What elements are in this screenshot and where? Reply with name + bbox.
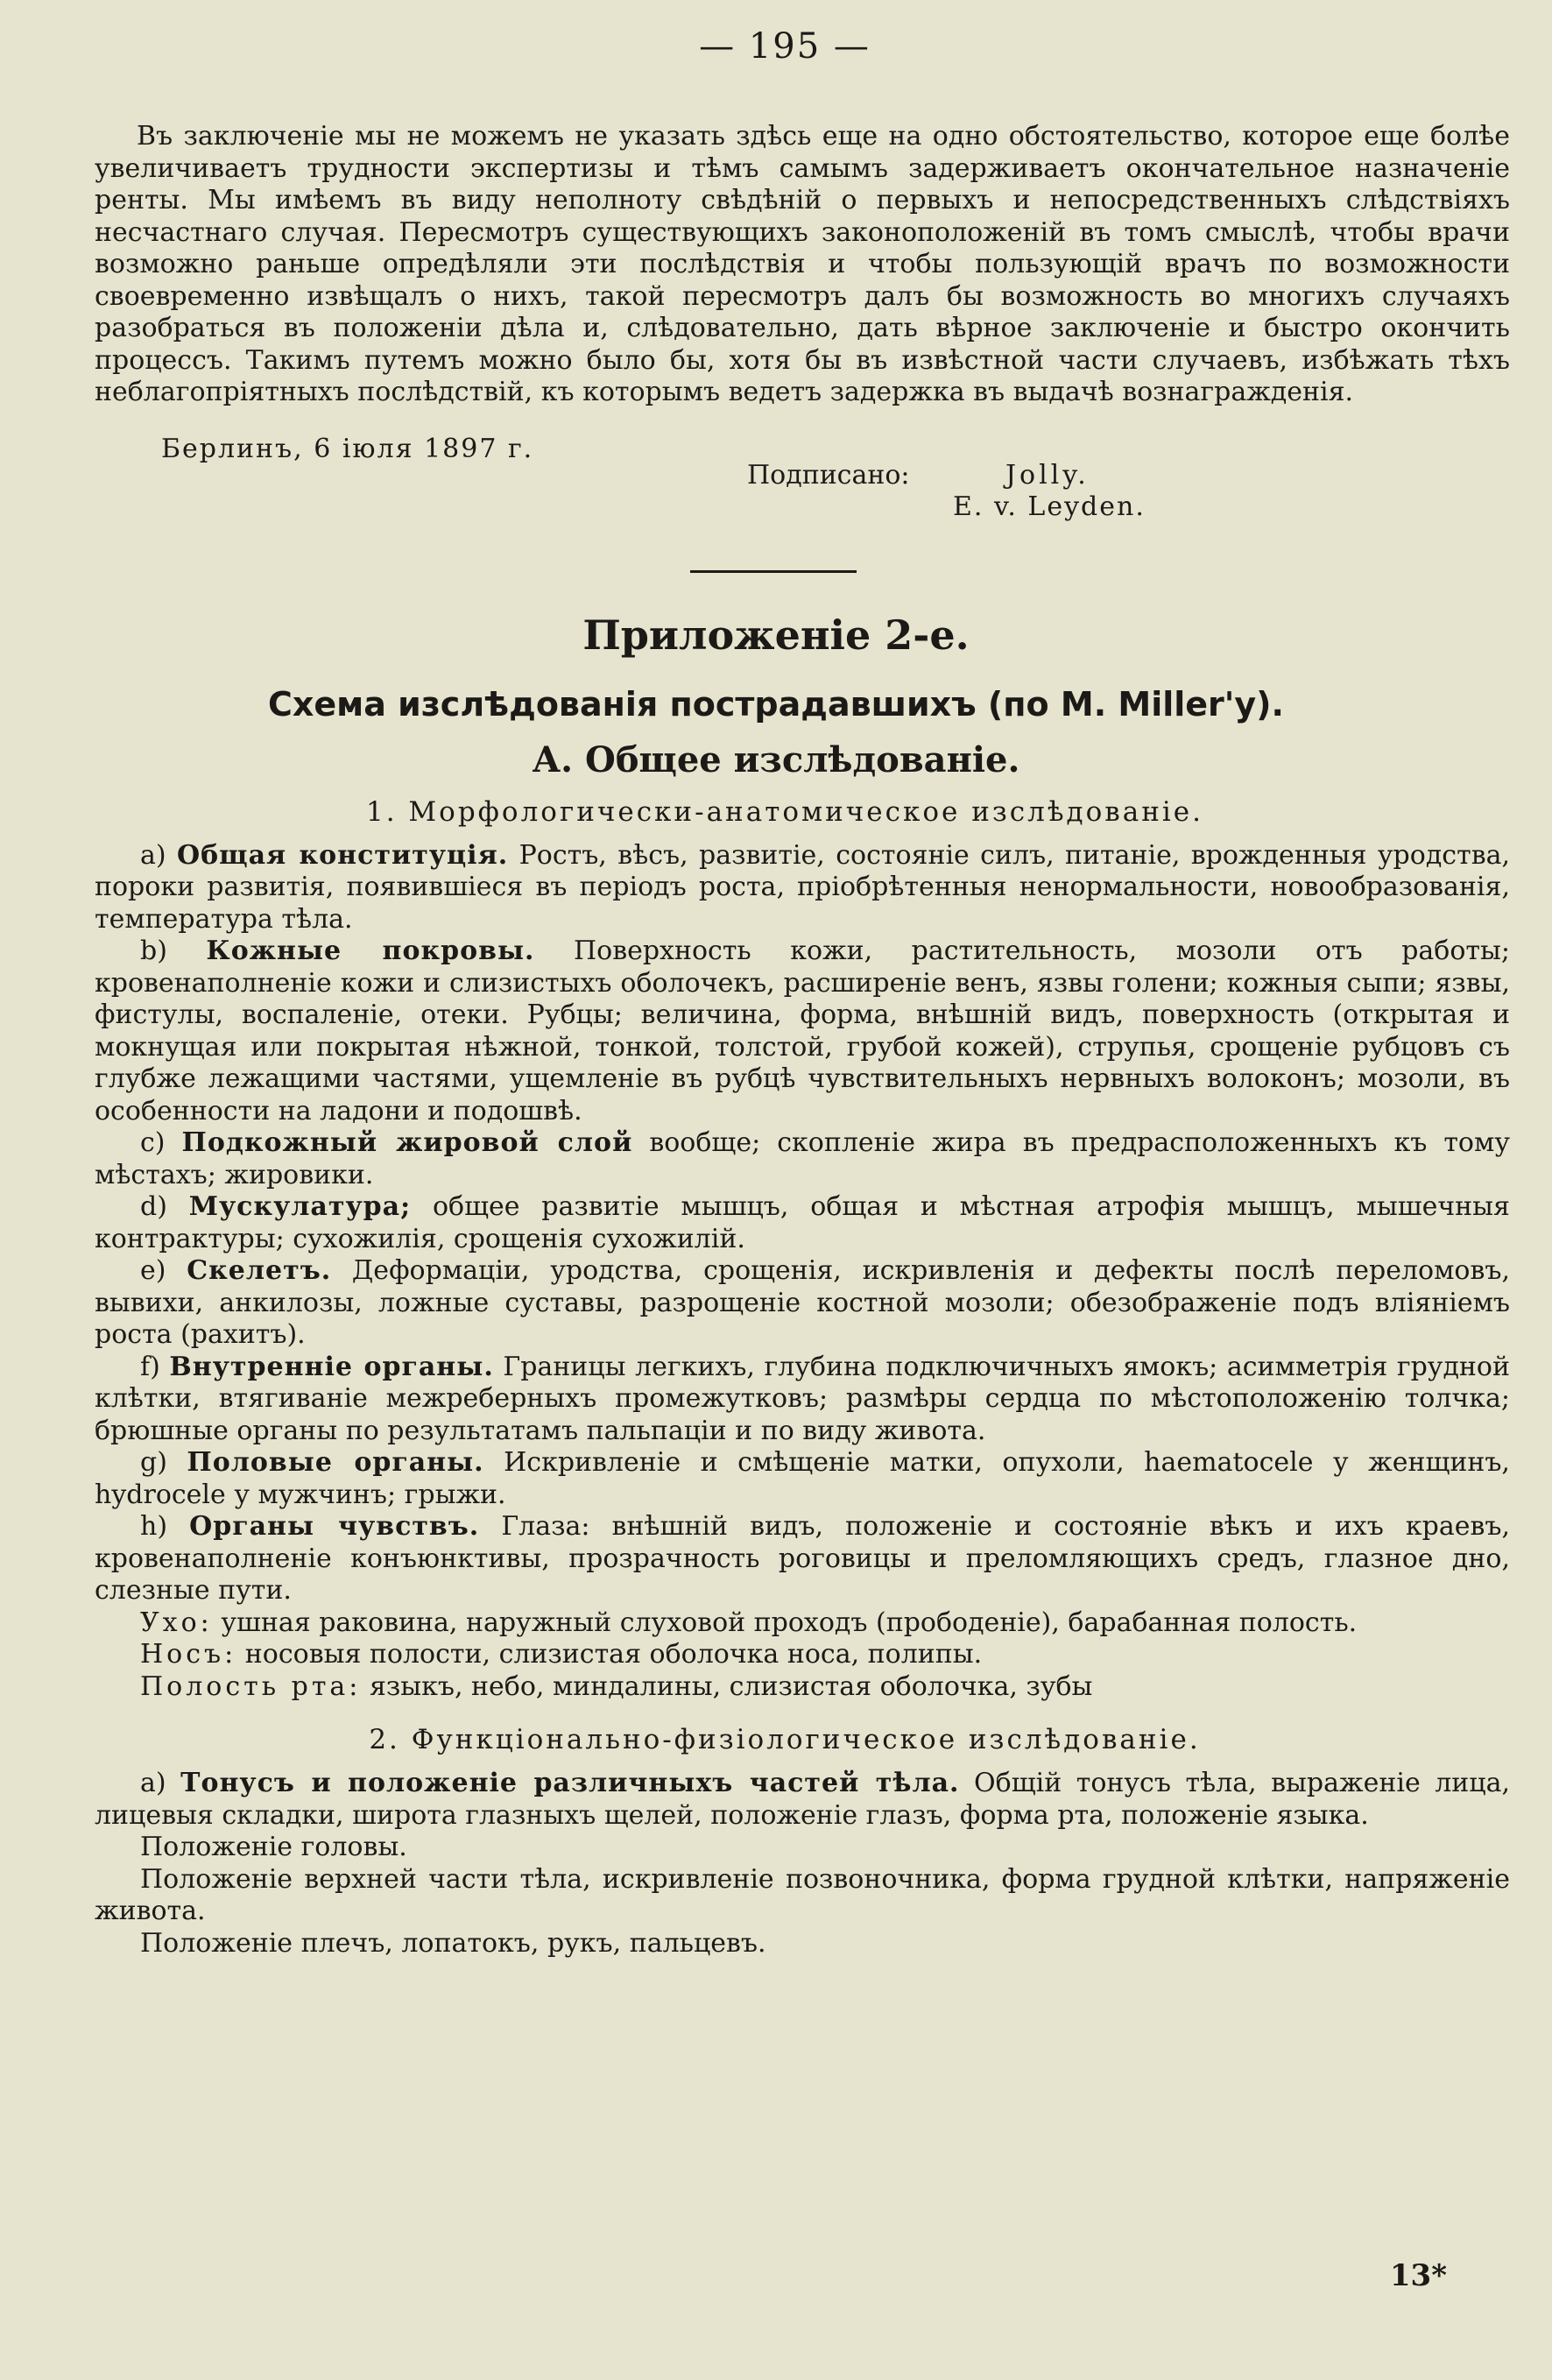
item-b: b) Кожные покровы. Поверхность кожи, растительность, мозоли отъ работы; кровенаполненіе кожи и слизистыхъ оболочекъ, расширеніе венъ, язвы голени; кожныя сыпи; язвы, фистулы, воспаленіе, отеки. Рубцы; величина, форма, внѣшній видъ, поверхность (открытая и мокнущая или покрытая нѣжной, тонкой, толстой, грубой кожей), струпья, срощеніе рубцовъ съ глубже лежащими частями, ущемленіе въ рубцѣ чувствительныхъ нервныхъ волоконъ; мозоли, въ особенности на ладони и подошвѣ. [95, 936, 1510, 1126]
section-a-title: А. Общее изслѣдованіе. [532, 738, 1020, 780]
signer-jolly: Jolly. [1005, 459, 1090, 491]
page-number: — 195 — [699, 26, 871, 67]
place-date: Берлинъ, 6 іюля 1897 г. [161, 433, 534, 464]
item-g: g) Половые органы. Искривленіе и смѣщеніе матки, опухоли, haematocele у женщинъ, hydrocele у мужчинъ; грыжи. [95, 1447, 1510, 1510]
items-list [95, 840, 1510, 1704]
signature-block [95, 434, 1510, 530]
item-f: f) Внутренніе органы. Границы легкихъ, глубина подключичныхъ ямокъ; асимметрія грудной клѣтки, втягиваніе межреберныхъ промежутковъ; размѣры сердца по мѣстоположенію толчка; брюшные органы по результатамъ пальпаціи и по виду живота. [95, 1351, 1510, 1446]
signed-label: Подписано: [747, 459, 910, 491]
appendix-title: Приложеніе 2-е. [582, 611, 970, 659]
scheme-title: Схема изслѣдованія пострадавшихъ (по M. Miller'у). [268, 684, 1284, 724]
sense-nose: Носъ: носовыя полости, слизистая оболочка носа, полипы. [140, 1639, 983, 1670]
sheet-signature: 13* [1389, 2258, 1447, 2293]
item-e: e) Скелетъ. Деформаціи, уродства, срощенія, искривленія и дефекты послѣ переломовъ, вывихи, анкилозы, ложные суставы, разрощеніе костной мозоли; обезображеніе подъ вліяніемъ роста (рахитъ). [95, 1255, 1510, 1350]
item-d: d) Мускулатура; общее развитіе мышцъ, общая и мѣстная атрофія мышцъ, мышечныя контрактуры; сухожилія, срощенія сухожилій. [95, 1191, 1510, 1254]
item-2a: a) Тонусъ и положеніе различныхъ частей тѣла. Общій тонусъ тѣла, выраженіе лица, лицевыя складки, широта глазныхъ щелей, положеніе глазъ, форма рта, положеніе языка. [95, 1768, 1511, 1831]
position-shoulders: Положеніе плечъ, лопатокъ, рукъ, пальцевъ. [140, 1927, 766, 1959]
sense-mouth: Полость рта: языкъ, небо, миндалины, слизистая оболочка, зубы [140, 1670, 1093, 1702]
subsection-1-title: 1. Морфологически-анатомическое изслѣдованіе. [365, 795, 1203, 828]
subsection-2-title: 2. Функціонально-физіологическое изслѣдованіе. [369, 1724, 1201, 1755]
intro-paragraph: Въ заключеніе мы не можемъ не указать здѣсь еще на одно обстоятельство, которое еще болѣе увеличиваетъ трудности экспертизы и тѣмъ самымъ задерживаетъ окончательное назначеніе ренты. Мы имѣемъ въ виду неполноту свѣдѣній о первыхъ и непосредственныхъ слѣдствіяхъ несчастнаго случая. Пересмотръ существующихъ законоположеній въ томъ смыслѣ, чтобы врачи возможно раньше опредѣляли эти послѣдствія и чтобы пользующій врачъ по возможности своевременно извѣщалъ о нихъ, такой пересмотръ далъ бы возможность во многихъ случаяхъ разобраться въ положеніи дѣла и, слѣдовательно, дать вѣрное заключеніе и быстро окончить процессъ. Такимъ путемъ можно было бы, хотя бы въ извѣстной части случаевъ, избѣжать тѣхъ неблагопріятныхъ послѣдствій, къ которымъ ведетъ задержка въ выдачѣ вознагражденія. [95, 121, 1510, 407]
section-divider [690, 570, 857, 573]
position-head: Положеніе головы. [140, 1832, 407, 1862]
item-a: a) Общая конституція. Ростъ, вѣсъ, развитіе, состояніе силъ, питаніе, врожденныя уродства, пороки развитія, появившіеся въ періодъ роста, пріобрѣтенныя ненормальности, новообразованія, температура тѣла. [95, 839, 1511, 935]
item-c: c) Подкожный жировой слой вообще; скопленіе жира въ предрасположенныхъ къ тому мѣстахъ; жировики. [95, 1127, 1510, 1190]
position-upper-body: Положеніе верхней части тѣла, искривленіе позвоночника, форма грудной клѣтки, напряженіе живота. [95, 1863, 1510, 1926]
signer-leyden: E. v. Leyden. [953, 491, 1146, 522]
item-h: h) Органы чувствъ. Глаза: внѣшній видъ, положеніе и состояніе вѣкъ и ихъ краевъ, кровенаполненіе конъюнктивы, прозрачность роговицы и преломляющихъ средъ, глазное дно, слезные пути. [95, 1511, 1510, 1606]
sense-ear: Ухо: ушная раковина, наружный слуховой проходъ (прободеніе), барабанная полость. [140, 1607, 1358, 1638]
